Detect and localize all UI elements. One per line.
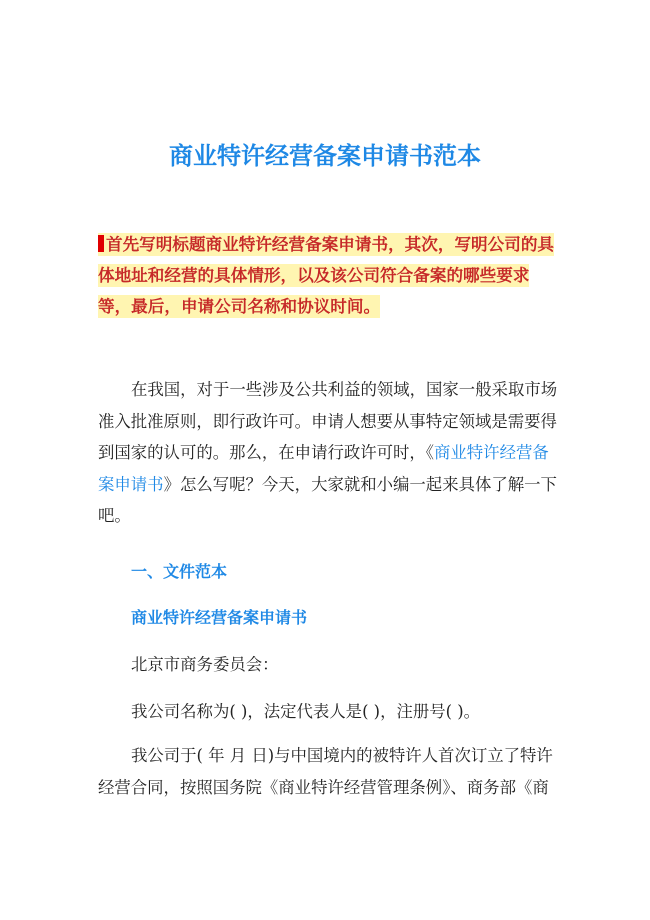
sample-title: 商业特许经营备案申请书 xyxy=(131,608,308,627)
body-paragraph-1 xyxy=(98,374,558,532)
paragraph-text: 在我国，对于一些涉及公共利益的领域，国家一般采取市场准入批准原则，即行政许可。申请人想要从事特定领域是需要得到国家的认可的。那么，在申请行政许可时，《 xyxy=(98,380,558,462)
document-link[interactable]: 商业特许经营备案申请书 xyxy=(98,443,549,494)
intro-highlight xyxy=(98,233,554,318)
paragraph-text: 》怎么写呢？今天，大家就和小编一起来具体了解一下吧。 xyxy=(98,474,557,525)
red-marker-icon xyxy=(98,235,104,252)
company-info-line: 我公司名称为( )，法定代表人是( )，注册号( )。 xyxy=(131,702,481,721)
intro-text: 首先写明标题商业特许经营备案申请书，其次，写明公司的具体地址和经营的具体情形，以及该公司符合备案的哪些要求等，最后，申请公司名称和协议时间。 xyxy=(98,235,555,316)
addressee-line: 北京市商务委员会： xyxy=(131,655,279,674)
page-title: 商业特许经营备案申请书范本 xyxy=(169,142,481,170)
intro-summary xyxy=(98,229,558,322)
section-heading: 一、文件范本 xyxy=(131,562,228,581)
body-paragraph-2: 我公司于( 年 月 日)与中国境内的被特许人首次订立了特许经营合同，按照国务院《商业特许经营管理条例》、商务部《商 xyxy=(98,746,553,797)
